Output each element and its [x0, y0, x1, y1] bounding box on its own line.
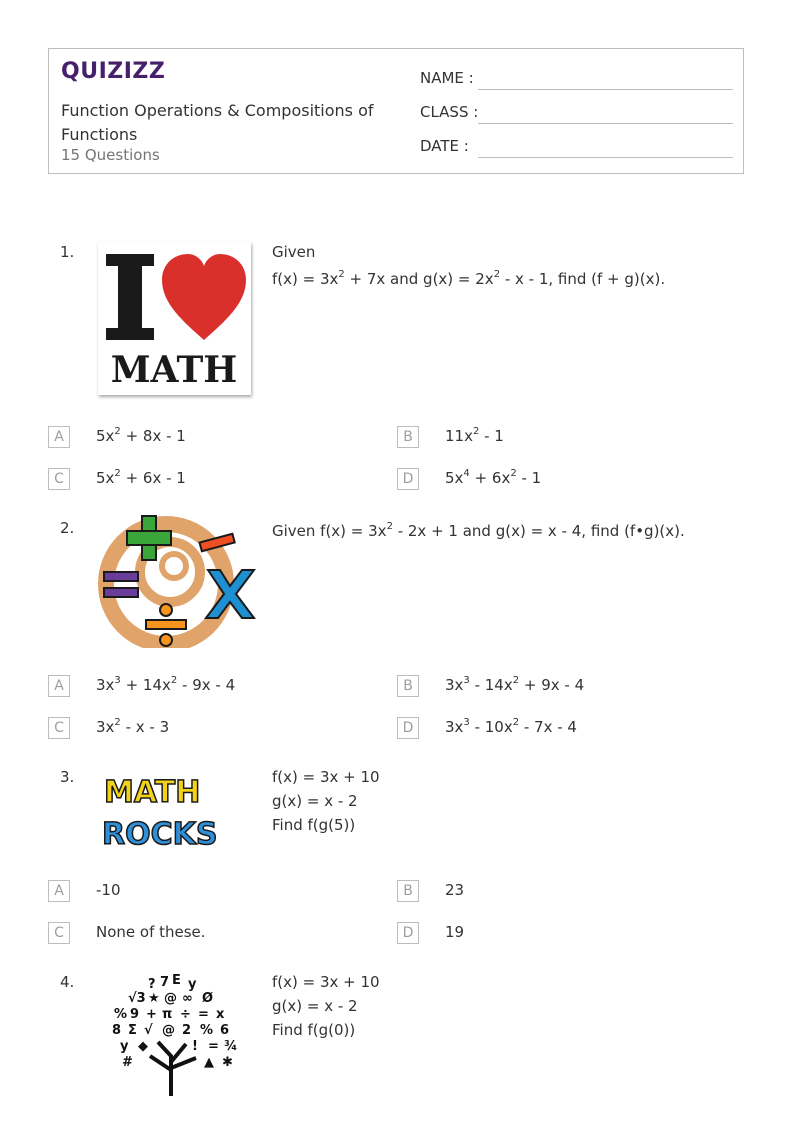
class-field[interactable]: [478, 123, 733, 124]
date-field[interactable]: [478, 157, 733, 158]
i-love-math-image: [98, 242, 251, 395]
date-label: DATE :: [420, 137, 469, 155]
quizizz-logo: QUIZIZZ: [61, 59, 166, 84]
q1-option-a-text: $5x^2 + 8x - 1$: [96, 426, 186, 445]
question-3-text: f(x) = 3x + 10 g(x) = x - 2 Find f(g(5)): [272, 768, 380, 834]
math-image-label: MATH: [110, 349, 238, 391]
q3-option-d-text: 19: [445, 923, 465, 941]
svg-text:x: x: [216, 1007, 225, 1022]
question-count: 15 Questions: [61, 146, 160, 164]
q2-option-c-text: $3x^2$ - x - 3: [96, 717, 170, 736]
q1-option-b-text: $11x^2 - 1$: [445, 426, 504, 445]
q2-option-a-box[interactable]: A: [48, 675, 70, 697]
svg-text:+: +: [146, 1007, 157, 1022]
svg-text:#: #: [122, 1055, 133, 1070]
svg-text:?: ?: [148, 977, 156, 992]
svg-text:¾: ¾: [224, 1039, 238, 1054]
q3-option-d-box[interactable]: D: [397, 922, 419, 944]
math-symbols-spiral-image: [96, 514, 256, 648]
svg-text:Ø: Ø: [202, 991, 214, 1006]
q1-option-c-box[interactable]: C: [48, 468, 70, 490]
q2-option-d-text: $3x^3 - 10x^2 - 7x - 4$: [445, 717, 577, 736]
q1-option-c-text: $5x^2 + 6x - 1$: [96, 468, 186, 487]
svg-text:★: ★: [148, 991, 160, 1006]
svg-text:7: 7: [160, 975, 170, 990]
question-4-text: f(x) = 3x + 10 g(x) = x - 2 Find f(g(0)): [272, 973, 380, 1039]
math-tree-image: [108, 972, 242, 1096]
class-label: CLASS :: [420, 103, 479, 121]
svg-text:∞: ∞: [182, 991, 193, 1006]
svg-text:@: @: [164, 991, 177, 1006]
svg-text:@: @: [162, 1023, 175, 1038]
q3-option-a-box[interactable]: A: [48, 880, 70, 902]
name-field[interactable]: [478, 89, 733, 90]
question-1-number: 1.: [60, 243, 75, 261]
worksheet-title: Function Operations & Compositions of Functions: [61, 101, 374, 144]
svg-text:√: √: [144, 1023, 153, 1038]
q2-option-b-text: $3x^3 - 14x^2 + 9x - 4$: [445, 675, 585, 694]
q3-option-b-text: 23: [445, 881, 465, 899]
svg-text:%: %: [200, 1023, 214, 1038]
svg-text:9: 9: [130, 1007, 140, 1022]
q2-option-c-box[interactable]: C: [48, 717, 70, 739]
svg-text:▲: ▲: [204, 1055, 214, 1070]
svg-text:◆: ◆: [138, 1039, 148, 1054]
question-1-text: Given $f(x) = 3x^2 + 7x$ and $g(x) = 2x^2 - x - 1$, find (f + g)(x).: [272, 243, 666, 288]
q1-option-b-box[interactable]: B: [397, 426, 419, 448]
svg-text:%: %: [114, 1007, 128, 1022]
q2-option-d-box[interactable]: D: [397, 717, 419, 739]
math-rocks-top-label: MATH: [104, 775, 201, 810]
svg-text:✱: ✱: [222, 1055, 233, 1070]
svg-text:=: =: [198, 1007, 209, 1022]
svg-text:π: π: [162, 1007, 173, 1022]
q2-option-b-box[interactable]: B: [397, 675, 419, 697]
question-3-number: 3.: [60, 768, 75, 786]
worksheet-header: [48, 48, 744, 174]
q2-option-a-text: $3x^3 + 14x^2 - 9x - 4$: [96, 675, 236, 694]
svg-text:√3: √3: [128, 991, 146, 1006]
svg-text:!: !: [192, 1039, 198, 1054]
svg-text:2: 2: [182, 1023, 192, 1038]
q1-option-a-box[interactable]: A: [48, 426, 70, 448]
svg-text:÷: ÷: [180, 1007, 191, 1022]
q3-option-a-text: -10: [96, 881, 121, 899]
q3-option-c-text: None of these.: [96, 923, 206, 941]
svg-text:y: y: [188, 977, 197, 992]
math-rocks-bottom-label: ROCKS: [102, 817, 218, 850]
svg-text:E: E: [172, 973, 181, 988]
q1-option-d-text: $5x^4 + 6x^2 - 1$: [445, 468, 542, 487]
q3-option-b-box[interactable]: B: [397, 880, 419, 902]
svg-text:6: 6: [220, 1023, 230, 1038]
q1-option-d-box[interactable]: D: [397, 468, 419, 490]
svg-text:8: 8: [112, 1023, 122, 1038]
math-rocks-image: [100, 770, 252, 850]
question-4-number: 4.: [60, 973, 75, 991]
svg-text:Σ: Σ: [128, 1023, 137, 1038]
svg-text:=: =: [208, 1039, 219, 1054]
svg-text:y: y: [120, 1039, 129, 1054]
q3-option-c-box[interactable]: C: [48, 922, 70, 944]
question-2-text: Given $f(x) = 3x^2 - 2x + 1$ and g(x) = x - 4, find (f•g)(x).: [272, 521, 685, 540]
question-2-number: 2.: [60, 519, 75, 537]
name-label: NAME :: [420, 69, 474, 87]
